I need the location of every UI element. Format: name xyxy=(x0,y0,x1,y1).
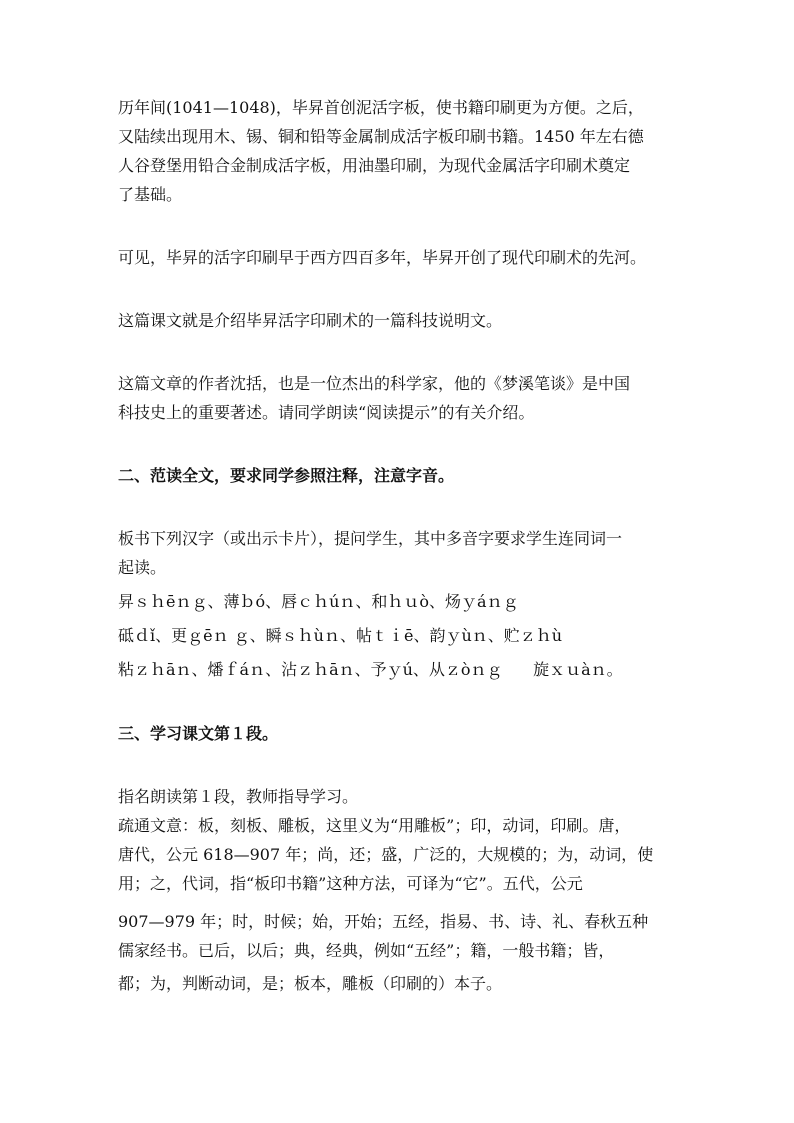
text-line: 又陆续出现用木、锡、铜和铅等金属制成活字板印刷书籍。1450 年左右德 xyxy=(118,127,644,146)
text-line: 起读。 xyxy=(118,558,167,577)
pinyin-line: 昇ｓｈēｎｇ、薄ｂó、唇ｃｈúｎ、和ｈｕò、炀ｙáｎｇ xyxy=(118,592,519,611)
text-line: 都；为，判断动词，是；板本，雕板（印刷的）本子。 xyxy=(118,974,503,993)
text-line: 历年间(1041—1048)，毕昇首创泥活字板，使书籍印刷更为方便。之后， xyxy=(118,98,644,117)
text-line: 科技史上的重要著述。请同学朗读“阅读提示”的有关介绍。 xyxy=(118,403,535,422)
pinyin-line: 粘ｚｈāｎ、燔ｆáｎ、沾ｚｈāｎ、予ｙú、从ｚòｎｇ 旋ｘｕàｎ。 xyxy=(118,660,623,679)
text-line: 唐代，公元 618—907 年；尚，还；盛，广泛的，大规模的；为，动词，使 xyxy=(118,845,654,864)
text-line: 板书下列汉字（或出示卡片），提问学生，其中多音字要求学生连同词一 xyxy=(118,529,623,548)
text-line: 907—979 年；时，时候；始，开始；五经，指易、书、诗、礼、春秋五种 xyxy=(118,912,649,931)
pinyin-line: 砥ｄǐ、更ｇēｎ ｇ、瞬ｓｈùｎ、帖ｔｉē、韵ｙùｎ、贮ｚｈù xyxy=(118,626,563,645)
section-heading: 二、范读全文，要求同学参照注释，注意字音。 xyxy=(118,466,455,485)
text-line: 了基础。 xyxy=(118,185,183,204)
text-line: 指名朗读第１段，教师指导学习。 xyxy=(118,787,359,806)
section-heading: 三、学习课文第１段。 xyxy=(118,724,279,743)
text-line: 这篇课文就是介绍毕昇活字印刷术的一篇科技说明文。 xyxy=(118,311,503,330)
text-line: 儒家经书。已后，以后；典，经典，例如“五经”；籍，一般书籍；皆， xyxy=(118,941,615,960)
text-line: 人谷登堡用铅合金制成活字板，用油墨印刷，为现代金属活字印刷术奠定 xyxy=(118,156,631,175)
text-line: 可见，毕昇的活字印刷早于西方四百多年，毕昇开创了现代印刷术的先河。 xyxy=(118,248,647,267)
text-line: 用；之，代词，指“板印书籍”这种方法，可译为“它”。五代，公元 xyxy=(118,874,583,893)
text-line: 疏通文意：板，刻板、雕板，这里义为“用雕板”；印，动词，印刷。唐， xyxy=(118,816,631,835)
text-line: 这篇文章的作者沈括，也是一位杰出的科学家，他的《梦溪笔谈》是中国 xyxy=(118,374,631,393)
